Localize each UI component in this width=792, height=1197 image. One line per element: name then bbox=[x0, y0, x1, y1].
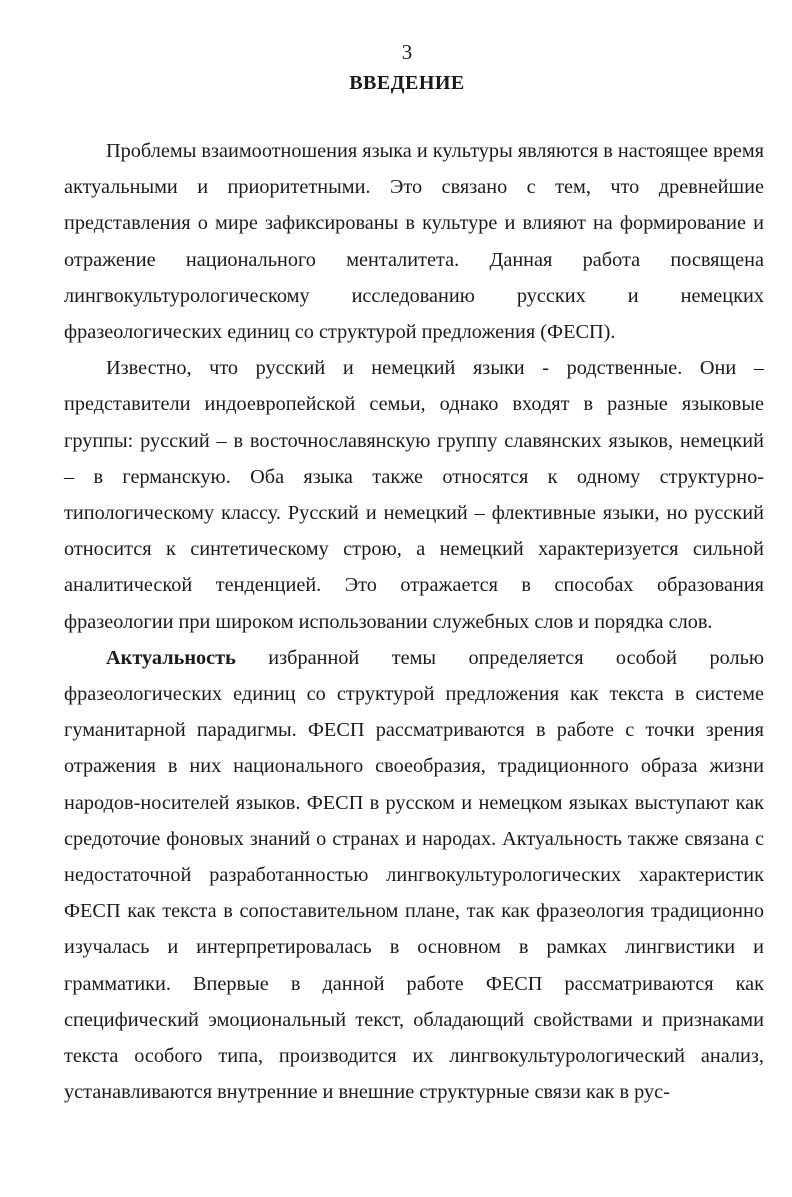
paragraph-2 bbox=[64, 350, 764, 640]
paragraph-3 bbox=[64, 640, 764, 1111]
body-text bbox=[64, 133, 764, 1110]
paragraph-3-term: Актуальность bbox=[106, 646, 236, 669]
section-title: ВВЕДЕНИЕ bbox=[349, 72, 465, 94]
paragraph-1 bbox=[64, 133, 764, 350]
page-number: 3 bbox=[401, 40, 413, 64]
paragraph-2-text: Известно, что русский и немецкий языки - родственные. Они – представители индоевропейской семьи, однако входят в разные языковые группы: русский – в восточнославянскую группу славянских языков, немецкий – в германскую. Оба языка также относятся к одному структурно-типологическому классу. Русский и немецкий – флективные языки, но русский относится к синтетическому строю, а немецкий характеризуется сильной аналитической тенденцией. Это отражается в способах образования фразеологии при широком использовании служебных слов и порядка слов. bbox=[64, 357, 764, 633]
paragraph-1-text: Проблемы взаимоотношения языка и культуры являются в настоящее время актуальными и приоритетными. Это связано с тем, что древнейшие представления о мире зафиксированы в культуре и влияют на формирование и отражение национального менталитета. Данная работа посвящена лингвокультурологическому исследованию русских и немецких фразеологических единиц со структурой предложения (ФЕСП). bbox=[64, 140, 764, 344]
paragraph-3-text: избранной темы определяется особой ролью фразеологических единиц со структурой предложения как текста в системе гуманитарной парадигмы. ФЕСП рассматриваются в работе с точки зрения отражения в них национального своеобразия, традиционного образа жизни народов-носителей языков. ФЕСП в русском и немецком языках выступают как средоточие фоновых знаний о странах и народах. Актуальность также связана с недостаточной разработанностью лингвокультурологических характеристик ФЕСП как текста в сопоставительном плане, так как фразеология традиционно изучалась и интерпретировалась в основном в рамках лингвистики и грамматики. Впервые в данной работе ФЕСП рассматриваются как специфический эмоциональный текст, обладающий свойствами и признаками текста особого типа, производится их лингвокультурологический анализ, устанавливаются внутренние и внешние структурные связи как в рус- bbox=[64, 646, 764, 1104]
